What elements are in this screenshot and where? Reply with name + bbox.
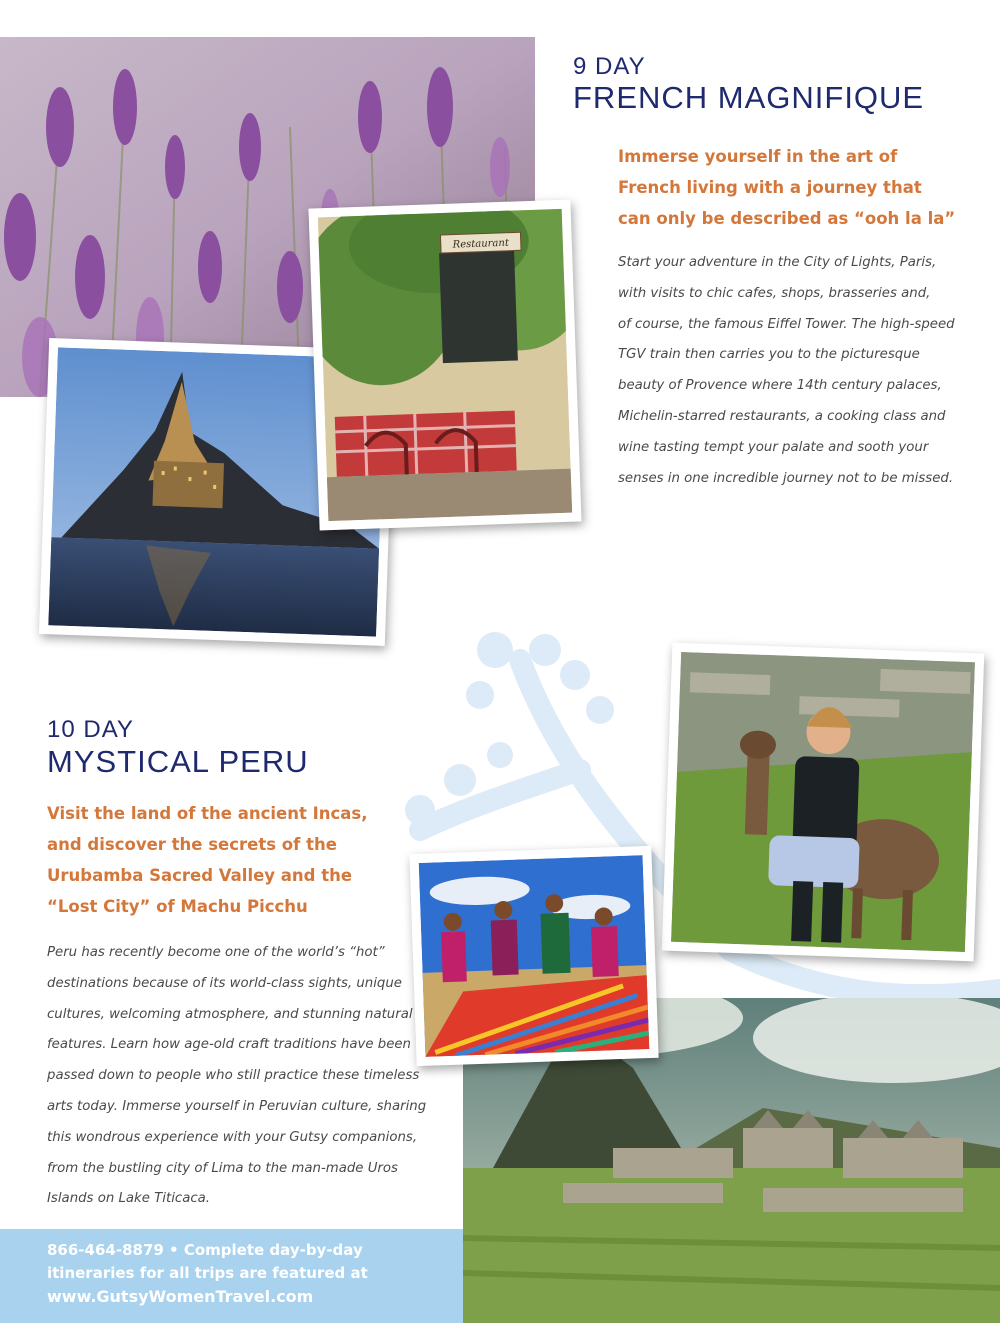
- peru-body-line: destinations because of its world-class sights, unique: [47, 975, 402, 991]
- footer-phone-line: 866-464-8879 • Complete day-by-day: [47, 1241, 363, 1259]
- france-body: [618, 248, 978, 494]
- france-body-line: senses in one incredible journey not to be missed.: [618, 470, 954, 486]
- france-lead: [618, 141, 978, 234]
- weavers-photo: [409, 846, 658, 1066]
- peru-body-line: this wondrous experience with your Gutsy companions,: [47, 1129, 418, 1145]
- website-link[interactable]: www.GutsyWomenTravel.com: [47, 1287, 314, 1306]
- peru-body-line: Peru has recently become one of the world’s “hot”: [47, 945, 385, 960]
- peru-lead-line: Urubamba Sacred Valley and the: [47, 866, 353, 885]
- france-body-line: with visits to chic cafes, shops, brasseries and,: [618, 285, 931, 301]
- peru-duration: 10 DAY: [47, 716, 134, 743]
- peru-lead: [47, 798, 407, 922]
- france-lead-line: Immerse yourself in the art of: [618, 147, 898, 166]
- peru-lead-line: Visit the land of the ancient Incas,: [47, 804, 368, 823]
- france-title: FRENCH MAGNIFIQUE: [573, 80, 925, 115]
- france-body-line: Michelin-starred restaurants, a cooking class and: [618, 408, 946, 424]
- restaurant-sign: Restaurant: [452, 237, 510, 251]
- france-lead-line: French living with a journey that: [618, 178, 922, 197]
- peru-title: MYSTICAL PERU: [47, 744, 309, 779]
- france-body-line: TGV train then carries you to the picturesque: [618, 347, 920, 363]
- peru-lead-line: “Lost City” of Machu Picchu: [47, 897, 308, 916]
- peru-body: [47, 938, 427, 1215]
- peru-body-line: cultures, welcoming atmosphere, and stunning natural: [47, 1006, 413, 1022]
- llama-traveler-photo: [662, 643, 985, 962]
- france-body-line: beauty of Provence where 14th century palaces,: [618, 378, 942, 394]
- peru-body-line: passed down to people who still practice these timeless: [47, 1068, 420, 1084]
- france-body-line: of course, the famous Eiffel Tower. The high-speed: [618, 316, 955, 332]
- france-duration: 9 DAY: [573, 53, 646, 80]
- contact-footer: [0, 1229, 463, 1323]
- peru-lead-line: and discover the secrets of the: [47, 835, 337, 854]
- france-lead-line: can only be described as “ooh la la”: [618, 209, 956, 228]
- restaurant-photo: [308, 200, 581, 531]
- peru-body-line: Islands on Lake Titicaca.: [47, 1191, 211, 1207]
- footer-itinerary-line: itineraries for all trips are featured at: [47, 1264, 368, 1282]
- peru-body-line: arts today. Immerse yourself in Peruvian culture, sharing: [47, 1098, 427, 1114]
- france-body-line: Start your adventure in the City of Lights, Paris,: [618, 255, 937, 270]
- peru-body-line: features. Learn how age-old craft traditions have been: [47, 1037, 411, 1053]
- peru-body-line: from the bustling city of Lima to the man-made Uros: [47, 1160, 398, 1176]
- france-body-line: wine tasting tempt your palate and sooth your: [618, 439, 929, 455]
